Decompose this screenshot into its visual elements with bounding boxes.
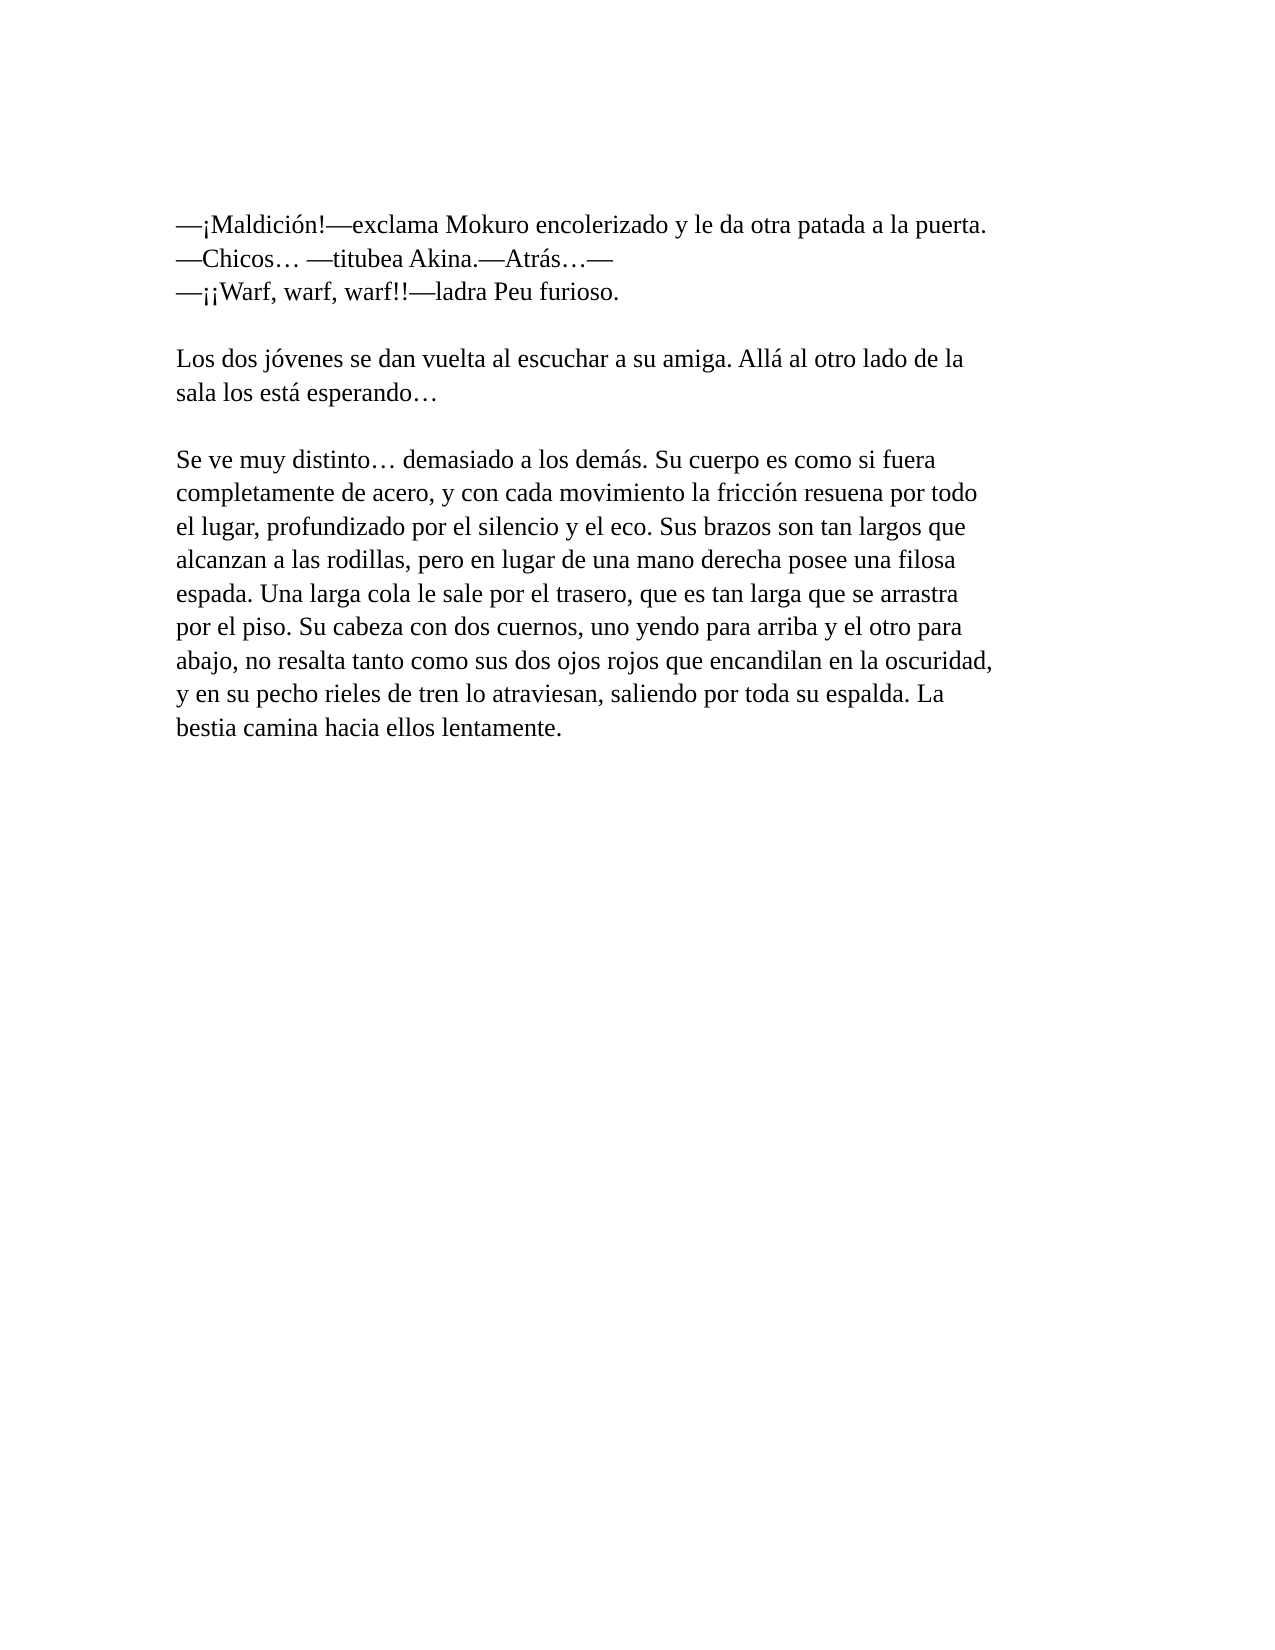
paragraph-2 xyxy=(176,443,1096,745)
paragraph-line: completamente de acero, y con cada movimiento la fricción resuena por todo xyxy=(176,478,978,507)
paragraph-line: el lugar, profundizado por el silencio y el eco. Sus brazos son tan largos que xyxy=(176,511,966,541)
paragraph-1 xyxy=(176,342,1096,409)
paragraph-line: y en su pecho rieles de tren lo atraviesan, saliendo por toda su espalda. La xyxy=(176,679,945,708)
page-text xyxy=(176,208,1096,744)
paragraph-line: Los dos jóvenes se dan vuelta al escuchar a su amiga. Allá al otro lado de la xyxy=(176,344,964,373)
paragraph-gap xyxy=(176,409,1096,443)
paragraph-line: abajo, no resalta tanto como sus dos ojos rojos que encandilan en la oscuridad, xyxy=(176,645,993,675)
dialogue-line: —¡¡Warf, warf, warf!!—ladra Peu furioso. xyxy=(176,277,620,306)
dialogue-line: —¡Maldición!—exclama Mokuro encolerizado y le da otra patada a la puerta. xyxy=(176,210,987,239)
paragraph-line: Se ve muy distinto… demasiado a los demás. Su cuerpo es como si fuera xyxy=(176,444,936,474)
dialogue-line: —Chicos… —titubea Akina.—Atrás…— xyxy=(176,243,613,273)
paragraph-line: sala los está esperando… xyxy=(176,377,439,407)
dialogue-block xyxy=(176,208,1096,309)
paragraph-line: bestia camina hacia ellos lentamente. xyxy=(176,712,563,742)
paragraph-line: alcanzan a las rodillas, pero en lugar de una mano derecha posee una filosa xyxy=(176,545,956,574)
paragraph-line: espada. Una larga cola le sale por el trasero, que es tan larga que se arrastra xyxy=(176,578,959,608)
paragraph-line: por el piso. Su cabeza con dos cuernos, uno yendo para arriba y el otro para xyxy=(176,612,963,641)
paragraph-gap xyxy=(176,309,1096,343)
